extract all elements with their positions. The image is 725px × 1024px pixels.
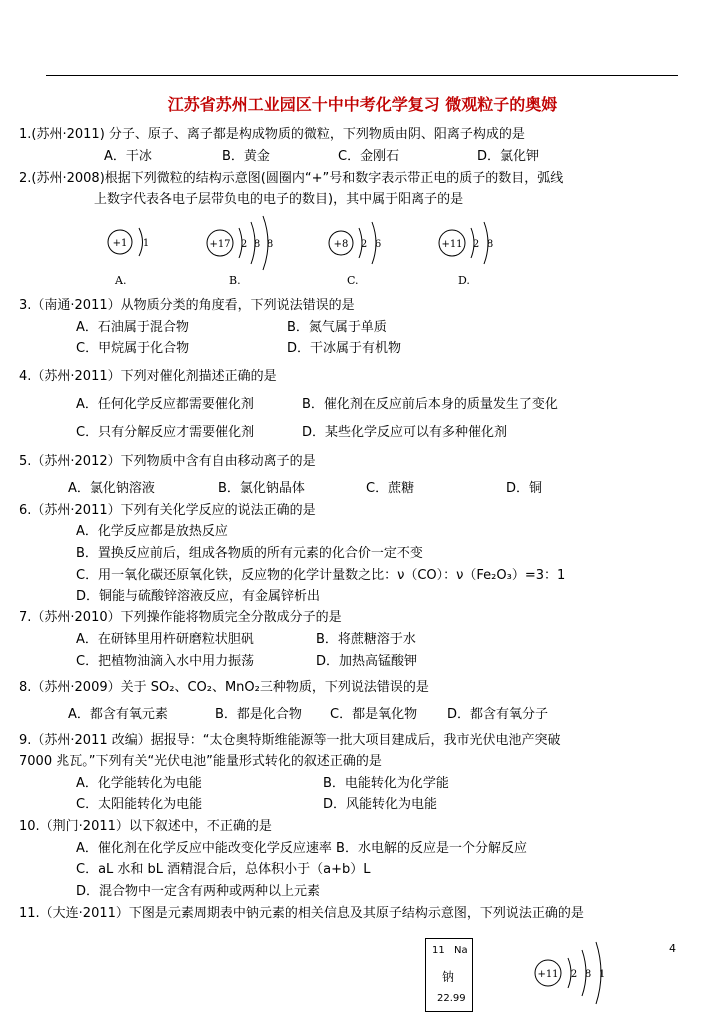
q3-option-a: A．石油属于混合物 bbox=[76, 320, 189, 335]
q6-stem: 6.（苏州·2011）下列有关化学反应的说法正确的是 bbox=[19, 503, 316, 518]
q7-option-d: D．加热高锰酸钾 bbox=[316, 654, 418, 669]
q10-option-a-b: A．催化剂在化学反应中能改变化学反应速率 B．水电解的反应是一个分解反应 bbox=[76, 841, 527, 856]
q9-option-a: A．化学能转化为电能 bbox=[76, 776, 202, 791]
q2-stem-line2: 上数字代表各电子层带负电的电子的数目)，其中属于阳离子的是 bbox=[94, 192, 464, 207]
q11-stem: 11.（大连·2011）下图是元素周期表中钠元素的相关信息及其原子结构示意图，下列说法正确的是 bbox=[19, 906, 584, 921]
q6-option-d: D．铜能与硫酸锌溶液反应，有金属锌析出 bbox=[76, 589, 321, 604]
q3-option-b: B．氮气属于单质 bbox=[287, 320, 387, 335]
atom-d-shell-2: 8 bbox=[486, 239, 494, 250]
q4-option-d: D．某些化学反应可以有多种催化剂 bbox=[302, 425, 508, 440]
page-number: 4 bbox=[669, 942, 676, 955]
q7-option-b: B．将蔗糖溶于水 bbox=[316, 632, 416, 647]
q3-option-d: D．干冰属于有机物 bbox=[287, 341, 402, 356]
q4-option-c: C．只有分解反应才需要催化剂 bbox=[76, 425, 255, 440]
atom-b-shell-3: 8 bbox=[266, 239, 274, 250]
q1-stem: 1.(苏州·2011) 分子、原子、离子都是构成物质的微粒，下列物质由阴、阳离子构成的是 bbox=[19, 127, 525, 142]
q8-option-d: D．都含有氧分子 bbox=[447, 707, 549, 722]
q9-option-d: D．风能转化为电能 bbox=[323, 797, 438, 812]
atomic-number: 11 bbox=[432, 945, 445, 956]
atom-b-shell-2: 8 bbox=[253, 239, 261, 250]
atom-d-nucleus: +11 bbox=[441, 239, 463, 250]
sodium-shell-2: 8 bbox=[584, 969, 592, 980]
q5-option-b: B．氯化钠晶体 bbox=[218, 481, 305, 496]
q3-option-c: C．甲烷属于化合物 bbox=[76, 341, 190, 356]
atom-a-shell-1: 1 bbox=[142, 238, 150, 249]
q9-stem-line1: 9.（苏州·2011 改编）据报导：“太仓奥特斯维能源等一批大项目建成后，我市光伏电池产突破 bbox=[19, 733, 561, 748]
q2-stem-line1: 2.(苏州·2008)根据下列微粒的结构示意图(圆圈内“+”号和数字表示带正电的质子的数目，弧线 bbox=[19, 171, 564, 186]
sodium-shell-3: 1 bbox=[598, 969, 606, 980]
page-title: 江苏省苏州工业园区十中中考化学复习 微观粒子的奥姆 bbox=[167, 95, 558, 114]
q10-option-d: D．混合物中一定含有两种或两种以上元素 bbox=[76, 884, 321, 899]
q9-stem-line2: 7000 兆瓦。”下列有关“光伏电池”能量形式转化的叙述正确的是 bbox=[19, 754, 382, 769]
sodium-shell-1: 2 bbox=[570, 969, 578, 980]
atom-d-shell-1: 2 bbox=[472, 239, 480, 250]
q9-option-b: B．电能转化为化学能 bbox=[323, 776, 449, 791]
q5-option-c: C．蔗糖 bbox=[366, 481, 415, 496]
q1-option-a: A．干冰 bbox=[104, 149, 152, 164]
q4-option-a: A．任何化学反应都需要催化剂 bbox=[76, 397, 254, 412]
q6-option-c: C．用一氧化碳还原氧化铁，反应物的化学计量数之比：ν（CO）：ν（Fe₂O₃）=3：1 bbox=[76, 568, 566, 583]
atom-diagram-b bbox=[203, 214, 283, 274]
q7-stem: 7.（苏州·2010）下列操作能将物质完全分散成分子的是 bbox=[19, 610, 342, 625]
atom-diagram-c bbox=[325, 218, 395, 272]
q9-option-c: C．太阳能转化为电能 bbox=[76, 797, 203, 812]
sodium-atom-diagram bbox=[532, 936, 616, 1012]
q8-option-a: A．都含有氧元素 bbox=[68, 707, 168, 722]
sodium-nucleus: +11 bbox=[537, 969, 559, 980]
q8-stem: 8.（苏州·2009）关于 SO₂、CO₂、MnO₂三种物质，下列说法错误的是 bbox=[19, 680, 429, 695]
atomic-mass: 22.99 bbox=[437, 993, 466, 1004]
atom-diagram-d bbox=[434, 218, 504, 272]
header-rule bbox=[46, 75, 678, 76]
q3-stem: 3.（南通·2011）从物质分类的角度看，下列说法错误的是 bbox=[19, 298, 355, 313]
q1-option-c: C．金刚石 bbox=[338, 149, 400, 164]
atom-c-shell-1: 2 bbox=[360, 239, 368, 250]
q8-option-b: B．都是化合物 bbox=[215, 707, 302, 722]
q4-option-b: B．催化剂在反应前后本身的质量发生了变化 bbox=[302, 397, 558, 412]
atom-c-shell-2: 6 bbox=[374, 239, 382, 250]
atom-a-nucleus: +1 bbox=[112, 238, 128, 249]
atom-b-nucleus: +17 bbox=[209, 239, 231, 250]
atom-c-nucleus: +8 bbox=[333, 239, 349, 250]
atom-d-label: D. bbox=[458, 274, 470, 287]
q10-stem: 10.（荆门·2011）以下叙述中，不正确的是 bbox=[19, 819, 272, 834]
q7-option-c: C．把植物油滴入水中用力振荡 bbox=[76, 654, 255, 669]
q6-option-a: A．化学反应都是放热反应 bbox=[76, 524, 228, 539]
atom-diagram-a bbox=[105, 222, 165, 270]
q8-option-c: C．都是氧化物 bbox=[330, 707, 418, 722]
q4-stem: 4.（苏州·2011）下列对催化剂描述正确的是 bbox=[19, 369, 277, 384]
atom-c-label: C. bbox=[347, 274, 359, 287]
q5-option-a: A．氯化钠溶液 bbox=[68, 481, 155, 496]
q6-option-b: B．置换反应前后，组成各物质的所有元素的化合价一定不变 bbox=[76, 546, 423, 561]
atom-b-label: B. bbox=[229, 274, 241, 287]
q7-option-a: A．在研钵里用杵研磨粒状胆矾 bbox=[76, 632, 254, 647]
atom-a-label: A. bbox=[115, 274, 127, 287]
q5-option-d: D．铜 bbox=[506, 481, 543, 496]
q1-option-d: D．氯化钾 bbox=[477, 149, 540, 164]
periodic-table-cell-sodium bbox=[425, 938, 473, 1012]
q10-option-c: C．aL 水和 bL 酒精混合后，总体积小于（a+b）L bbox=[76, 862, 371, 877]
q5-stem: 5.（苏州·2012）下列物质中含有自由移动离子的是 bbox=[19, 454, 316, 469]
element-name: 钠 bbox=[442, 970, 455, 984]
atom-b-shell-1: 2 bbox=[240, 239, 248, 250]
element-symbol: Na bbox=[454, 945, 468, 956]
q1-option-b: B．黄金 bbox=[222, 149, 270, 164]
